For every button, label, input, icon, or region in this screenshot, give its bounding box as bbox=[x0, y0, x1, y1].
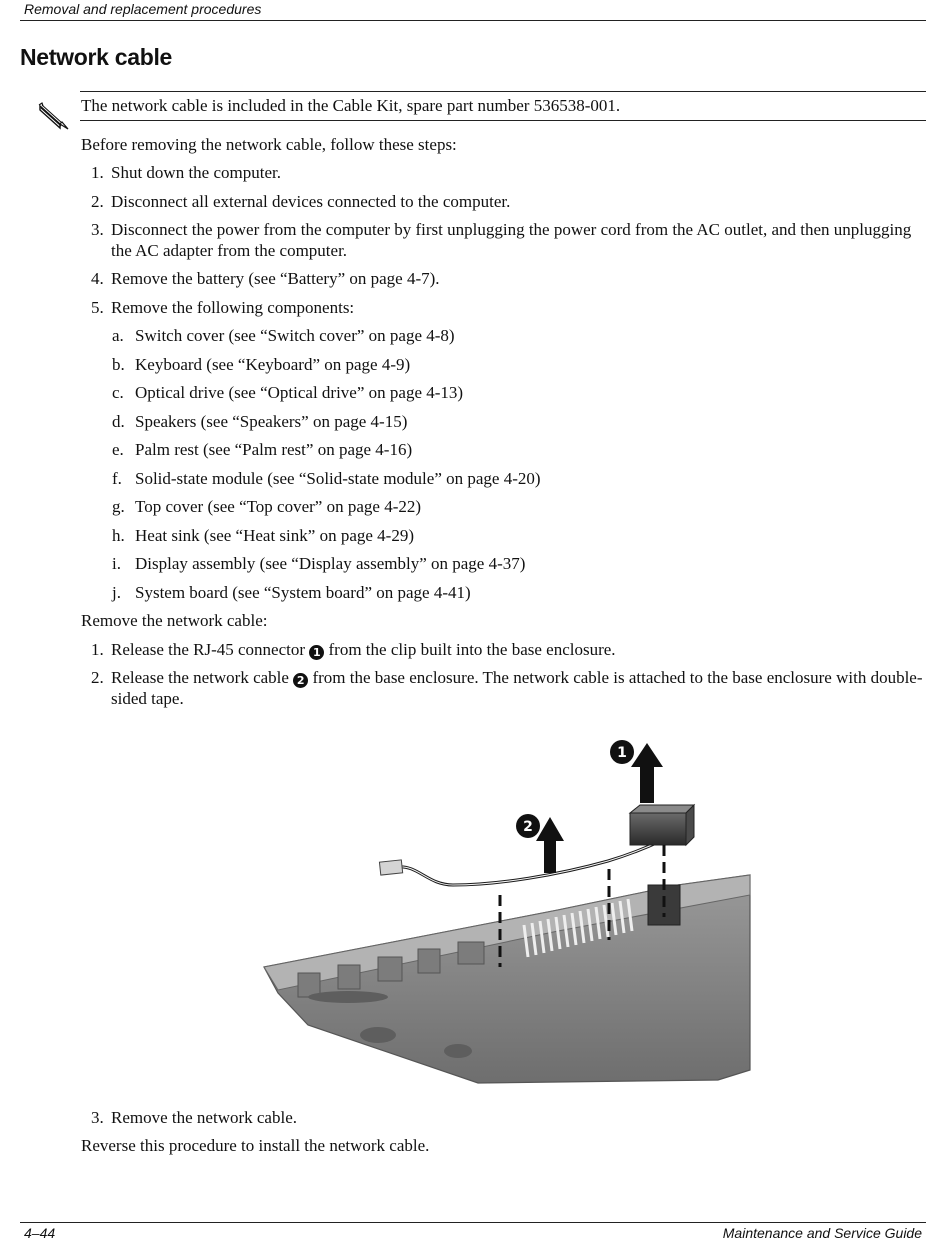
network-cable-removal-illustration bbox=[258, 735, 758, 1090]
step-number: 3. bbox=[91, 1108, 104, 1127]
step-number: 5. bbox=[91, 298, 104, 317]
prep-step bbox=[91, 297, 926, 318]
item-text: Heat sink (see “Heat sink” on page 4-29) bbox=[135, 526, 414, 545]
item-letter: c. bbox=[112, 383, 124, 402]
remove-intro: Remove the network cable: bbox=[81, 611, 268, 630]
item-text: Optical drive (see “Optical drive” on page 4-13) bbox=[135, 383, 464, 402]
item-letter: i. bbox=[112, 554, 121, 573]
component-item bbox=[112, 582, 926, 603]
component-item bbox=[112, 496, 926, 517]
footer-rule bbox=[20, 1222, 926, 1223]
intro-paragraph: Before removing the network cable, follow these steps: bbox=[81, 135, 457, 154]
prep-step bbox=[91, 162, 926, 183]
item-text: Solid-state module (see “Solid-state module” on page 4-20) bbox=[135, 469, 541, 488]
step-text: Remove the battery (see “Battery” on page 4-7). bbox=[111, 269, 440, 288]
callout-2-icon: 2 bbox=[293, 673, 308, 688]
pencil-note-icon bbox=[38, 100, 76, 130]
component-item bbox=[112, 439, 926, 460]
prep-step bbox=[91, 191, 926, 212]
step-text-before: Release the RJ-45 connector bbox=[111, 640, 306, 659]
step-number: 1. bbox=[91, 640, 104, 659]
item-text: Speakers (see “Speakers” on page 4-15) bbox=[135, 412, 408, 431]
step-text bbox=[111, 667, 926, 709]
note-text: The network cable is included in the Cable Kit, spare part number 536538-001. bbox=[81, 96, 621, 115]
step-text: Disconnect all external devices connected to the computer. bbox=[111, 192, 511, 211]
component-item bbox=[112, 411, 926, 432]
page-number: 4–44 bbox=[24, 1225, 56, 1241]
remove-step bbox=[91, 667, 926, 709]
step-text-after: from the base enclosure. The network cable is attached to the base enclosure with double-sided tape. bbox=[111, 668, 923, 708]
component-item bbox=[112, 553, 926, 574]
item-text: Palm rest (see “Palm rest” on page 4-16) bbox=[135, 440, 413, 459]
prep-step bbox=[91, 219, 926, 261]
step-number: 4. bbox=[91, 269, 104, 288]
component-item bbox=[112, 325, 926, 346]
guide-title: Maintenance and Service Guide bbox=[722, 1225, 922, 1241]
component-item bbox=[112, 468, 926, 489]
step-text: Disconnect the power from the computer by first unplugging the power cord from the AC outlet, and then unplugging the AC adapter from the computer. bbox=[111, 220, 912, 260]
item-letter: g. bbox=[112, 497, 125, 516]
item-letter: b. bbox=[112, 355, 125, 374]
item-letter: d. bbox=[112, 412, 125, 431]
step-text: Remove the following components: bbox=[111, 298, 355, 317]
page-title: Network cable bbox=[20, 44, 173, 70]
item-letter: e. bbox=[112, 440, 124, 459]
note-bottom-rule bbox=[80, 120, 926, 121]
step-text bbox=[111, 639, 926, 660]
item-text: Keyboard (see “Keyboard” on page 4-9) bbox=[135, 355, 411, 374]
remove-step bbox=[91, 1107, 926, 1128]
figure-callout-2: 2 bbox=[523, 819, 533, 835]
item-letter: a. bbox=[112, 326, 124, 345]
step-text: Shut down the computer. bbox=[111, 163, 281, 182]
item-letter: f. bbox=[112, 469, 122, 488]
callout-1-icon: 1 bbox=[309, 645, 324, 660]
component-item bbox=[112, 382, 926, 403]
item-letter: h. bbox=[112, 526, 125, 545]
prep-step bbox=[91, 268, 926, 289]
step-number: 1. bbox=[91, 163, 104, 182]
running-header: Removal and replacement procedures bbox=[24, 1, 262, 17]
step-text-before: Release the network cable bbox=[111, 668, 289, 687]
item-text: Switch cover (see “Switch cover” on page 4-8) bbox=[135, 326, 455, 345]
outro-paragraph: Reverse this procedure to install the network cable. bbox=[81, 1136, 430, 1155]
component-item bbox=[112, 525, 926, 546]
component-item bbox=[112, 354, 926, 375]
item-text: Display assembly (see “Display assembly” on page 4-37) bbox=[135, 554, 526, 573]
step-number: 3. bbox=[91, 220, 104, 239]
figure-callout-1: 1 bbox=[617, 745, 627, 761]
step-number: 2. bbox=[91, 668, 104, 687]
step-number: 2. bbox=[91, 192, 104, 211]
item-text: System board (see “System board” on page 4-41) bbox=[135, 583, 471, 602]
remove-step bbox=[91, 639, 926, 660]
step-text-after: from the clip built into the base enclosure. bbox=[328, 640, 616, 659]
item-text: Top cover (see “Top cover” on page 4-22) bbox=[135, 497, 422, 516]
note-top-rule bbox=[80, 91, 926, 92]
header-rule bbox=[20, 20, 926, 21]
item-letter: j. bbox=[112, 583, 121, 602]
step-text: Remove the network cable. bbox=[111, 1108, 297, 1127]
